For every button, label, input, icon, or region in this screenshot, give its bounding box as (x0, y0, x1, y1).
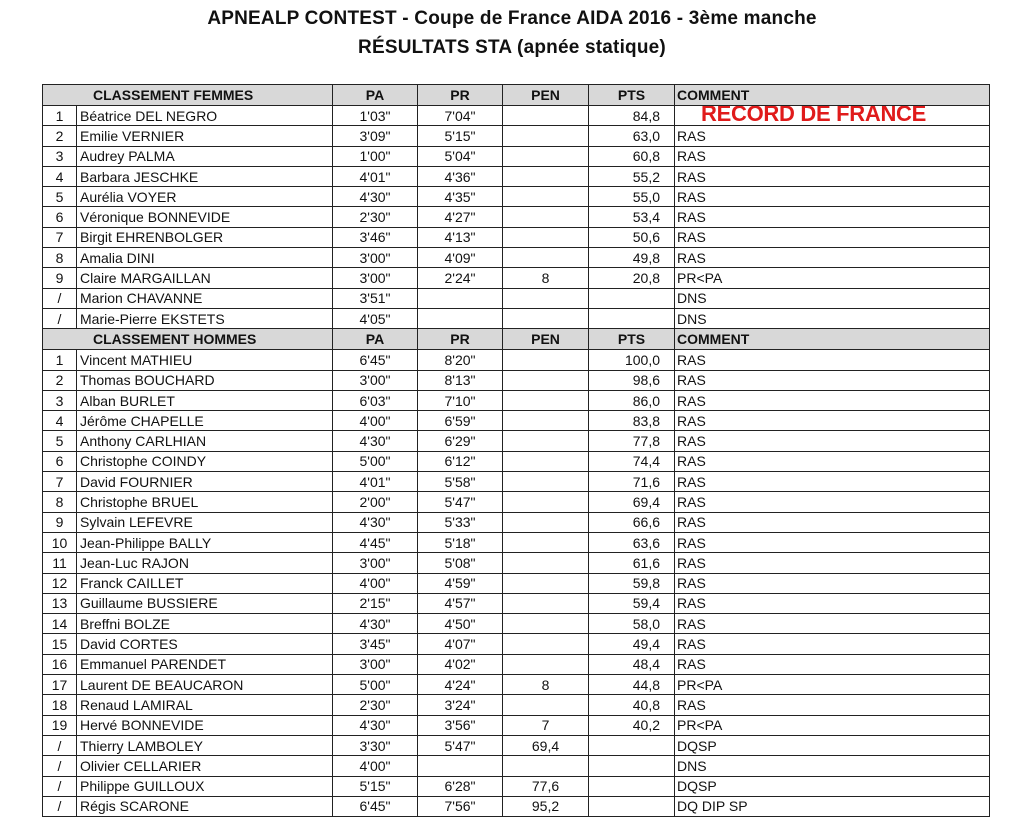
pts-cell: 44,8 (589, 675, 675, 695)
rank-cell: 7 (43, 472, 77, 492)
pen-cell (503, 614, 589, 634)
pr-cell (418, 288, 503, 308)
pen-cell (503, 634, 589, 654)
table-row (43, 492, 990, 512)
athlete-name: Christophe COINDY (77, 451, 333, 471)
pa-cell: 6'45" (333, 350, 418, 370)
table-row (43, 593, 990, 613)
pr-cell: 7'04" (418, 106, 503, 126)
pa-cell: 4'30" (333, 614, 418, 634)
rank-cell: 1 (43, 106, 77, 126)
pts-cell: 84,8 (589, 106, 675, 126)
column-header-pa: PA (333, 329, 418, 350)
men-header-row (43, 329, 990, 350)
rank-cell: 16 (43, 654, 77, 674)
pr-cell: 6'29" (418, 431, 503, 451)
pen-cell (503, 532, 589, 552)
pa-cell: 5'15" (333, 776, 418, 796)
table-row (43, 248, 990, 268)
comment-cell: RAS (675, 593, 990, 613)
athlete-name: Philippe GUILLOUX (77, 776, 333, 796)
pr-cell: 6'28" (418, 776, 503, 796)
pa-cell: 4'30" (333, 431, 418, 451)
athlete-name: Audrey PALMA (77, 146, 333, 166)
pts-cell: 20,8 (589, 268, 675, 288)
athlete-name: Franck CAILLET (77, 573, 333, 593)
pts-cell (589, 288, 675, 308)
pa-cell: 4'00" (333, 573, 418, 593)
pa-cell: 3'00" (333, 268, 418, 288)
table-row (43, 675, 990, 695)
rank-cell: / (43, 735, 77, 755)
pen-cell (503, 512, 589, 532)
pa-cell: 5'00" (333, 675, 418, 695)
athlete-name: Jean-Philippe BALLY (77, 532, 333, 552)
athlete-name: Barbara JESCHKE (77, 166, 333, 186)
pr-cell: 4'13" (418, 227, 503, 247)
section-label: CLASSEMENT FEMMES (43, 85, 333, 106)
pts-cell: 83,8 (589, 411, 675, 431)
table-row (43, 776, 990, 796)
comment-cell: PR<PA (675, 715, 990, 735)
comment-cell: DNS (675, 308, 990, 328)
comment-cell: RAS (675, 634, 990, 654)
rank-cell: 13 (43, 593, 77, 613)
pts-cell: 60,8 (589, 146, 675, 166)
comment-cell: RAS (675, 573, 990, 593)
table-row (43, 553, 990, 573)
pr-cell: 5'47" (418, 492, 503, 512)
pen-cell (503, 166, 589, 186)
comment-cell: RAS (675, 187, 990, 207)
column-header-pr: PR (418, 85, 503, 106)
pts-cell (589, 796, 675, 816)
table-row (43, 126, 990, 146)
comment-cell: RAS (675, 451, 990, 471)
column-header-pr: PR (418, 329, 503, 350)
pen-cell: 95,2 (503, 796, 589, 816)
pen-cell (503, 573, 589, 593)
table-row (43, 350, 990, 370)
comment-cell: PR<PA (675, 268, 990, 288)
pr-cell: 8'13" (418, 370, 503, 390)
pen-cell (503, 654, 589, 674)
pen-cell (503, 126, 589, 146)
pts-cell: 98,6 (589, 370, 675, 390)
pts-cell: 55,0 (589, 187, 675, 207)
table-row (43, 756, 990, 776)
pr-cell: 5'33" (418, 512, 503, 532)
athlete-name: Régis SCARONE (77, 796, 333, 816)
comment-cell: RAS (675, 146, 990, 166)
table-row (43, 735, 990, 755)
athlete-name: Hervé BONNEVIDE (77, 715, 333, 735)
rank-cell: 3 (43, 390, 77, 410)
rank-cell: 3 (43, 146, 77, 166)
pa-cell: 3'46" (333, 227, 418, 247)
comment-cell: RAS (675, 390, 990, 410)
pts-cell: 55,2 (589, 166, 675, 186)
pa-cell: 4'01" (333, 166, 418, 186)
athlete-name: Marie-Pierre EKSTETS (77, 308, 333, 328)
pr-cell: 3'24" (418, 695, 503, 715)
pen-cell (503, 431, 589, 451)
comment-cell: RAS (675, 654, 990, 674)
pr-cell: 4'09" (418, 248, 503, 268)
pr-cell: 4'24" (418, 675, 503, 695)
comment-cell: RAS (675, 411, 990, 431)
athlete-name: Anthony CARLHIAN (77, 431, 333, 451)
pr-cell: 4'02" (418, 654, 503, 674)
pen-cell (503, 106, 589, 126)
pts-cell: 40,8 (589, 695, 675, 715)
pa-cell: 4'01" (333, 472, 418, 492)
pen-cell (503, 350, 589, 370)
pts-cell (589, 776, 675, 796)
pts-cell: 40,2 (589, 715, 675, 735)
pr-cell: 4'35" (418, 187, 503, 207)
comment-cell: RAS (675, 350, 990, 370)
pts-cell: 71,6 (589, 472, 675, 492)
comment-cell: PR<PA (675, 675, 990, 695)
pr-cell: 7'10" (418, 390, 503, 410)
rank-cell: 15 (43, 634, 77, 654)
pr-cell: 5'18" (418, 532, 503, 552)
comment-cell: RAS (675, 532, 990, 552)
pr-cell: 4'07" (418, 634, 503, 654)
record-note: RECORD DE FRANCE (701, 105, 927, 126)
pr-cell: 6'59" (418, 411, 503, 431)
column-header-pen: PEN (503, 329, 589, 350)
rank-cell: 17 (43, 675, 77, 695)
pr-cell: 4'59" (418, 573, 503, 593)
athlete-name: Laurent DE BEAUCARON (77, 675, 333, 695)
column-header-comment: COMMENT (675, 85, 990, 106)
pts-cell: 66,6 (589, 512, 675, 532)
athlete-name: Jean-Luc RAJON (77, 553, 333, 573)
pa-cell: 4'30" (333, 512, 418, 532)
pts-cell: 63,0 (589, 126, 675, 146)
table-row (43, 532, 990, 552)
pts-cell: 48,4 (589, 654, 675, 674)
rank-cell: 18 (43, 695, 77, 715)
rank-cell: 10 (43, 532, 77, 552)
pa-cell: 2'15" (333, 593, 418, 613)
pen-cell (503, 553, 589, 573)
pa-cell: 2'30" (333, 695, 418, 715)
rank-cell: 7 (43, 227, 77, 247)
pr-cell: 5'47" (418, 735, 503, 755)
pts-cell: 49,8 (589, 248, 675, 268)
pa-cell: 4'00" (333, 411, 418, 431)
athlete-name: Guillaume BUSSIERE (77, 593, 333, 613)
comment-cell: RAS (675, 248, 990, 268)
rank-cell: / (43, 288, 77, 308)
table-row (43, 288, 990, 308)
column-header-comment: COMMENT (675, 329, 990, 350)
pa-cell: 2'00" (333, 492, 418, 512)
table-row (43, 390, 990, 410)
pts-cell: 69,4 (589, 492, 675, 512)
comment-cell: DQSP (675, 776, 990, 796)
pa-cell: 3'00" (333, 370, 418, 390)
athlete-name: Breffni BOLZE (77, 614, 333, 634)
table-row (43, 431, 990, 451)
pr-cell: 3'56" (418, 715, 503, 735)
table-row (43, 106, 990, 126)
column-header-pa: PA (333, 85, 418, 106)
pts-cell: 100,0 (589, 350, 675, 370)
comment-cell: RAS (675, 492, 990, 512)
pen-cell (503, 451, 589, 471)
athlete-name: Véronique BONNEVIDE (77, 207, 333, 227)
athlete-name: Olivier CELLARIER (77, 756, 333, 776)
pa-cell: 6'45" (333, 796, 418, 816)
table-row (43, 187, 990, 207)
table-row (43, 308, 990, 328)
pts-cell (589, 735, 675, 755)
pa-cell: 3'09" (333, 126, 418, 146)
table-row (43, 268, 990, 288)
athlete-name: Christophe BRUEL (77, 492, 333, 512)
rank-cell: 9 (43, 268, 77, 288)
pr-cell (418, 756, 503, 776)
athlete-name: Emilie VERNIER (77, 126, 333, 146)
comment-cell: RAS (675, 370, 990, 390)
pr-cell: 4'50" (418, 614, 503, 634)
comment-cell: DQ DIP SP (675, 796, 990, 816)
pa-cell: 5'00" (333, 451, 418, 471)
rank-cell: / (43, 776, 77, 796)
pts-cell: 49,4 (589, 634, 675, 654)
pen-cell: 8 (503, 268, 589, 288)
pts-cell: 58,0 (589, 614, 675, 634)
table-row (43, 654, 990, 674)
comment-cell: RAS (675, 512, 990, 532)
rank-cell: 5 (43, 431, 77, 451)
table-row (43, 227, 990, 247)
pa-cell: 3'51" (333, 288, 418, 308)
pr-cell: 6'12" (418, 451, 503, 471)
pts-cell: 77,8 (589, 431, 675, 451)
rank-cell: 1 (43, 350, 77, 370)
pa-cell: 4'30" (333, 187, 418, 207)
pr-cell: 8'20" (418, 350, 503, 370)
column-header-pts: PTS (589, 329, 675, 350)
pts-cell (589, 308, 675, 328)
pts-cell (589, 756, 675, 776)
rank-cell: / (43, 796, 77, 816)
comment-cell: RAS (675, 126, 990, 146)
rank-cell: 12 (43, 573, 77, 593)
women-header-row (43, 85, 990, 106)
page-title: APNEALP CONTEST - Coupe de France AIDA 2016 - 3ème manche (207, 8, 817, 29)
pen-cell: 77,6 (503, 776, 589, 796)
table-row (43, 472, 990, 492)
pa-cell: 3'30" (333, 735, 418, 755)
table-row (43, 796, 990, 816)
pen-cell (503, 411, 589, 431)
rank-cell: 2 (43, 370, 77, 390)
rank-cell: 6 (43, 207, 77, 227)
athlete-name: Alban BURLET (77, 390, 333, 410)
pts-cell: 53,4 (589, 207, 675, 227)
table-row (43, 370, 990, 390)
pen-cell: 8 (503, 675, 589, 695)
athlete-name: Aurélia VOYER (77, 187, 333, 207)
table-row (43, 634, 990, 654)
comment-cell: DNS (675, 756, 990, 776)
table-row (43, 715, 990, 735)
pa-cell: 1'00" (333, 146, 418, 166)
rank-cell: / (43, 756, 77, 776)
rank-cell: 2 (43, 126, 77, 146)
pr-cell: 5'04" (418, 146, 503, 166)
athlete-name: David CORTES (77, 634, 333, 654)
pen-cell (503, 146, 589, 166)
table-row (43, 512, 990, 532)
comment-cell: RAS (675, 695, 990, 715)
pr-cell: 7'56" (418, 796, 503, 816)
pr-cell: 4'57" (418, 593, 503, 613)
table-row (43, 614, 990, 634)
pa-cell: 6'03" (333, 390, 418, 410)
athlete-name: Vincent MATHIEU (77, 350, 333, 370)
comment-cell: RAS (675, 553, 990, 573)
table-row (43, 695, 990, 715)
athlete-name: David FOURNIER (77, 472, 333, 492)
rank-cell: 19 (43, 715, 77, 735)
comment-cell (675, 106, 990, 126)
results-table (42, 84, 990, 817)
pa-cell: 2'30" (333, 207, 418, 227)
table-row (43, 207, 990, 227)
pen-cell (503, 187, 589, 207)
comment-cell: RAS (675, 166, 990, 186)
pa-cell: 3'00" (333, 553, 418, 573)
rank-cell: 11 (43, 553, 77, 573)
athlete-name: Sylvain LEFEVRE (77, 512, 333, 532)
pts-cell: 74,4 (589, 451, 675, 471)
pr-cell: 5'15" (418, 126, 503, 146)
rank-cell: 14 (43, 614, 77, 634)
pa-cell: 3'00" (333, 654, 418, 674)
column-header-pts: PTS (589, 85, 675, 106)
pa-cell: 3'00" (333, 248, 418, 268)
pa-cell: 4'30" (333, 715, 418, 735)
rank-cell: 5 (43, 187, 77, 207)
pen-cell (503, 472, 589, 492)
pr-cell: 5'08" (418, 553, 503, 573)
comment-cell: RAS (675, 614, 990, 634)
pen-cell: 69,4 (503, 735, 589, 755)
athlete-name: Jérôme CHAPELLE (77, 411, 333, 431)
page-subtitle: RÉSULTATS STA (apnée statique) (358, 37, 666, 58)
pa-cell: 4'45" (333, 532, 418, 552)
comment-cell: DNS (675, 288, 990, 308)
athlete-name: Thomas BOUCHARD (77, 370, 333, 390)
rank-cell: 4 (43, 411, 77, 431)
pen-cell (503, 593, 589, 613)
pts-cell: 86,0 (589, 390, 675, 410)
pen-cell (503, 390, 589, 410)
pa-cell: 4'00" (333, 756, 418, 776)
comment-cell: DQSP (675, 735, 990, 755)
athlete-name: Claire MARGAILLAN (77, 268, 333, 288)
pa-cell: 4'05" (333, 308, 418, 328)
column-header-pen: PEN (503, 85, 589, 106)
pts-cell: 59,4 (589, 593, 675, 613)
rank-cell: 8 (43, 492, 77, 512)
pen-cell (503, 308, 589, 328)
comment-cell: RAS (675, 472, 990, 492)
pen-cell (503, 492, 589, 512)
pen-cell (503, 756, 589, 776)
athlete-name: Birgit EHRENBOLGER (77, 227, 333, 247)
comment-cell: RAS (675, 207, 990, 227)
pen-cell (503, 248, 589, 268)
table-row (43, 451, 990, 471)
athlete-name: Marion CHAVANNE (77, 288, 333, 308)
pa-cell: 1'03" (333, 106, 418, 126)
rank-cell: / (43, 308, 77, 328)
athlete-name: Renaud LAMIRAL (77, 695, 333, 715)
table-row (43, 166, 990, 186)
pr-cell: 5'58" (418, 472, 503, 492)
pen-cell (503, 207, 589, 227)
pa-cell: 3'45" (333, 634, 418, 654)
pts-cell: 50,6 (589, 227, 675, 247)
pen-cell (503, 227, 589, 247)
pts-cell: 61,6 (589, 553, 675, 573)
table-row (43, 146, 990, 166)
rank-cell: 4 (43, 166, 77, 186)
pen-cell (503, 288, 589, 308)
section-label: CLASSEMENT HOMMES (43, 329, 333, 350)
pen-cell (503, 370, 589, 390)
rank-cell: 9 (43, 512, 77, 532)
rank-cell: 8 (43, 248, 77, 268)
comment-cell: RAS (675, 431, 990, 451)
pr-cell (418, 308, 503, 328)
athlete-name: Amalia DINI (77, 248, 333, 268)
athlete-name: Thierry LAMBOLEY (77, 735, 333, 755)
comment-cell: RAS (675, 227, 990, 247)
athlete-name: Béatrice DEL NEGRO (77, 106, 333, 126)
pen-cell (503, 695, 589, 715)
table-row (43, 573, 990, 593)
athlete-name: Emmanuel PARENDET (77, 654, 333, 674)
pen-cell: 7 (503, 715, 589, 735)
pr-cell: 4'27" (418, 207, 503, 227)
pr-cell: 4'36" (418, 166, 503, 186)
pts-cell: 59,8 (589, 573, 675, 593)
rank-cell: 6 (43, 451, 77, 471)
pts-cell: 63,6 (589, 532, 675, 552)
table-row (43, 411, 990, 431)
pr-cell: 2'24" (418, 268, 503, 288)
